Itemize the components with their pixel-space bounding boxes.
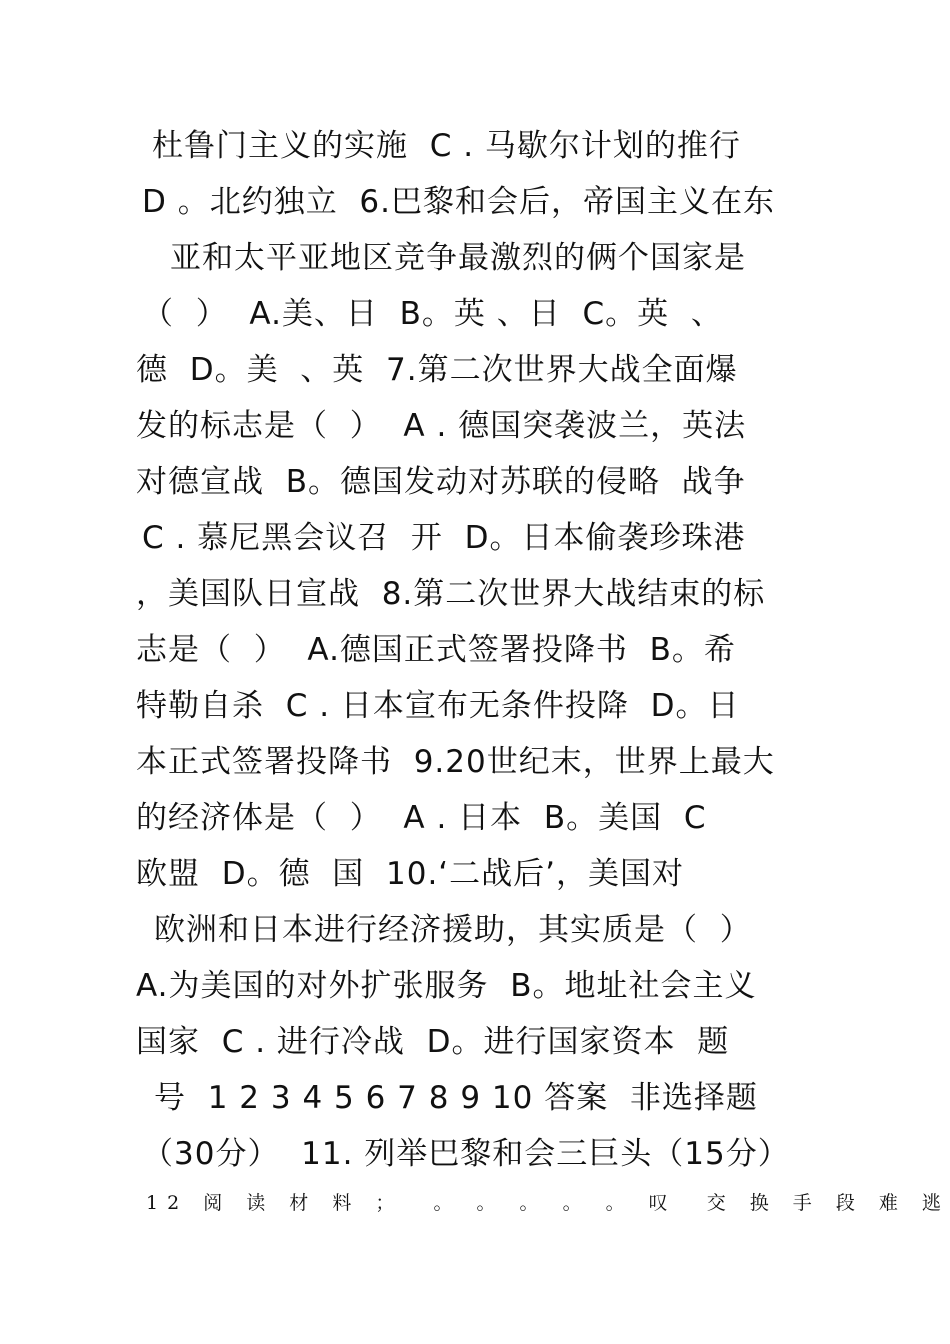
text-line-19: （30分） 11. 列举巴黎和会三巨头（15分）	[142, 1136, 790, 1172]
text-line-8: C . 慕尼黑会议召 开 D。日本偷袭珍珠港	[142, 520, 746, 556]
text-line-10: 志是（ ） A.德国正式签署投降书 B。希	[136, 632, 736, 668]
text-line-6: 发的标志是（ ） A . 德国突袭波兰，英法	[136, 408, 747, 444]
text-line-2: D 。北约独立 6.巴黎和会后，帝国主义在东	[142, 184, 776, 220]
text-line-14: 欧盟 D。德 国 10.‘二战后’，美国对	[136, 856, 685, 892]
text-line-7: 对德宣战 B。德国发动对苏联的侵略 战争	[136, 464, 746, 500]
text-line-18: 号 1 2 3 4 5 6 7 8 9 10 答案 非选择题	[154, 1080, 758, 1116]
text-line-1: 杜鲁门主义的实施 C . 马歇尔计划的推行	[152, 128, 741, 164]
text-line-4: （ ） A.美、日 B。英 、日 C。英 、	[142, 296, 723, 332]
text-line-13: 的经济体是（ ） A . 日本 B。美国 C	[136, 800, 707, 836]
text-line-16: A.为美国的对外扩张服务 B。地址社会主义	[136, 968, 757, 1004]
text-line-9: ，美国队日宣战 8.第二次世界大战结束的标	[136, 576, 766, 612]
text-line-17: 国家 C . 进行冷战 D。进行国家资本 题	[136, 1024, 730, 1060]
text-line-11: 特勒自杀 C . 日本宣布无条件投降 D。日	[136, 688, 740, 724]
text-line-12: 本正式签署投降书 9.20世纪末，世界上最大	[136, 744, 775, 780]
text-line-15: 欧洲和日本进行经济援助，其实质是（ ）	[154, 912, 752, 948]
text-line-20: 12 阅 读 材 料 ； 。 。 。 。 。 叹 交 换 手 段 难 逃	[146, 1192, 950, 1214]
text-line-3: 亚和太平亚地区竞争最激烈的俩个国家是	[170, 240, 746, 276]
text-line-5: 德 D。美 、英 7.第二次世界大战全面爆	[136, 352, 738, 388]
